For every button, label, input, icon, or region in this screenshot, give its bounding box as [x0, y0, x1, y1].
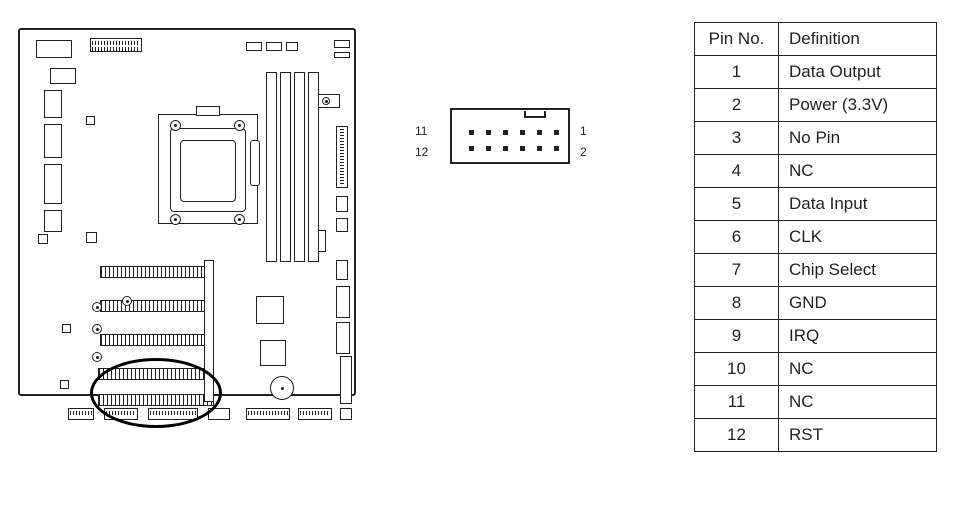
- table-row: [695, 221, 937, 254]
- cell-pin-no: 1: [695, 56, 779, 89]
- socket-lever: [196, 106, 220, 116]
- highlighted-connector-area: [90, 358, 222, 428]
- cell-pin-no: 11: [695, 386, 779, 419]
- board-component: [36, 40, 72, 58]
- board-component: [62, 324, 71, 333]
- column-header-definition: Definition: [779, 23, 937, 56]
- connector-pin: [503, 130, 508, 135]
- cell-pin-no: 9: [695, 320, 779, 353]
- board-component: [334, 40, 350, 48]
- standoff-hole: [92, 352, 102, 362]
- connector-body: [450, 108, 570, 164]
- board-component: [60, 380, 69, 389]
- pcie-slot: [100, 266, 212, 278]
- cell-definition: Data Input: [779, 188, 937, 221]
- standoff-hole: [92, 302, 102, 312]
- socket-screw-hole: [170, 120, 181, 131]
- connector-diagram: [415, 100, 595, 180]
- pin-label-11: 11: [415, 124, 428, 138]
- table-row: [695, 386, 937, 419]
- board-component: [322, 97, 330, 105]
- pin-label-1: 1: [580, 124, 587, 138]
- connector-pin: [469, 130, 474, 135]
- table-row: [695, 287, 937, 320]
- front-panel-header: [340, 356, 352, 404]
- table-row: [695, 254, 937, 287]
- standoff-hole: [122, 296, 132, 306]
- cell-definition: NC: [779, 386, 937, 419]
- board-component: [336, 196, 348, 212]
- cell-definition: Chip Select: [779, 254, 937, 287]
- cell-definition: Power (3.3V): [779, 89, 937, 122]
- board-component: [246, 42, 262, 51]
- cell-pin-no: 8: [695, 287, 779, 320]
- connector-pin: [537, 146, 542, 151]
- connector-pin: [520, 146, 525, 151]
- board-component: [86, 116, 95, 125]
- socket-screw-hole: [170, 214, 181, 225]
- m2-slot: [100, 334, 212, 346]
- connector-pin: [503, 146, 508, 151]
- connector-pin: [554, 130, 559, 135]
- cell-pin-no: 7: [695, 254, 779, 287]
- pin-label-12: 12: [415, 145, 429, 159]
- cell-pin-no: 10: [695, 353, 779, 386]
- board-component: [286, 42, 298, 51]
- board-component: [340, 408, 352, 420]
- board-header-pins: [248, 411, 288, 415]
- table-row: [695, 56, 937, 89]
- table-row: [695, 155, 937, 188]
- table-header-row: [695, 23, 937, 56]
- connector-pin: [537, 130, 542, 135]
- cell-pin-no: 4: [695, 155, 779, 188]
- cell-definition: NC: [779, 155, 937, 188]
- table-row: [695, 419, 937, 452]
- pin-definition-table: [694, 22, 937, 452]
- io-port: [44, 164, 62, 204]
- chipset: [256, 296, 284, 324]
- memory-slot: [266, 72, 277, 262]
- table-row: [695, 188, 937, 221]
- board-component: [334, 52, 350, 58]
- board-header-pins: [92, 47, 140, 51]
- board-component: [38, 234, 48, 244]
- cell-pin-no: 6: [695, 221, 779, 254]
- board-header-pins: [300, 411, 330, 415]
- memory-slot: [294, 72, 305, 262]
- io-port: [44, 90, 62, 118]
- cell-definition: NC: [779, 353, 937, 386]
- cell-pin-no: 2: [695, 89, 779, 122]
- connector-pin: [520, 130, 525, 135]
- table-row: [695, 353, 937, 386]
- board-component: [86, 232, 97, 243]
- io-port: [44, 124, 62, 158]
- socket-screw-hole: [234, 120, 245, 131]
- sata-port: [336, 286, 350, 318]
- column-header-pin-no: Pin No.: [695, 23, 779, 56]
- table-row: [695, 89, 937, 122]
- board-component: [336, 260, 348, 280]
- sata-port: [336, 322, 350, 354]
- connector-pin: [554, 146, 559, 151]
- cell-definition: IRQ: [779, 320, 937, 353]
- cell-definition: RST: [779, 419, 937, 452]
- board-component: [266, 42, 282, 51]
- connector-pin: [486, 146, 491, 151]
- io-port: [44, 210, 62, 232]
- board-header-pins: [92, 41, 140, 45]
- board-component: [318, 230, 326, 252]
- pin-label-2: 2: [580, 145, 587, 159]
- socket-latch: [250, 140, 260, 186]
- cell-definition: GND: [779, 287, 937, 320]
- battery: [270, 376, 294, 400]
- connector-pin: [469, 146, 474, 151]
- cell-pin-no: 5: [695, 188, 779, 221]
- table-row: [695, 122, 937, 155]
- chipset: [260, 340, 286, 366]
- cell-definition: Data Output: [779, 56, 937, 89]
- connector-pin: [486, 130, 491, 135]
- io-port: [50, 68, 76, 84]
- board-component: [336, 218, 348, 232]
- memory-slot: [280, 72, 291, 262]
- board-header-pins: [70, 411, 92, 415]
- cell-pin-no: 3: [695, 122, 779, 155]
- connector-notch: [524, 111, 546, 118]
- cell-definition: No Pin: [779, 122, 937, 155]
- cell-pin-no: 12: [695, 419, 779, 452]
- standoff-hole: [92, 324, 102, 334]
- cell-definition: CLK: [779, 221, 937, 254]
- m2-slot: [100, 300, 212, 312]
- motherboard-diagram: [18, 28, 358, 398]
- board-header-pins: [340, 129, 344, 185]
- table-row: [695, 320, 937, 353]
- cpu-socket-inner: [180, 140, 236, 202]
- socket-screw-hole: [234, 214, 245, 225]
